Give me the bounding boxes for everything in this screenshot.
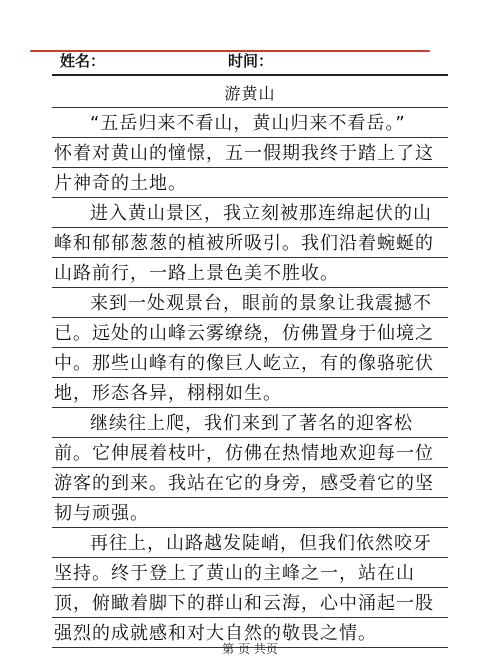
essay-line-text: 来到一处观景台，眼前的景象让我震撼不 xyxy=(90,293,432,314)
essay-line-text: 地，形态各异，栩栩如生。 xyxy=(54,383,282,404)
essay-line-text: 坚持。终于登上了黄山的主峰之一，站在山 xyxy=(54,563,415,584)
essay-line xyxy=(52,168,448,198)
essay-title: 游黄山 xyxy=(224,84,276,103)
essay-line xyxy=(52,258,448,288)
essay-line xyxy=(52,468,448,498)
essay-line-text: 再往上，山路越发陡峭，但我们依然咬牙 xyxy=(90,533,432,554)
essay-line-text: 中。那些山峰有的像巨人屹立，有的像骆驼伏 xyxy=(54,353,434,374)
essay-line xyxy=(52,558,448,588)
lined-paper xyxy=(52,78,448,648)
time-label: 时间： xyxy=(228,52,274,70)
essay-line xyxy=(52,378,448,408)
essay-line xyxy=(52,288,448,318)
essay-line xyxy=(52,138,448,168)
essay-line-text: 继续往上爬，我们来到了著名的迎客松 xyxy=(90,413,413,434)
essay-line-text: 韧与顽强。 xyxy=(54,503,149,524)
essay-line-text: 进入黄山景区，我立刻被那连绵起伏的山 xyxy=(90,203,432,224)
red-underline xyxy=(30,50,430,52)
page-footer: 第 页 共页 xyxy=(222,642,278,656)
header-rule xyxy=(52,74,448,76)
essay-line-text: 怀着对黄山的憧憬，五一假期我终于踏上了这 xyxy=(54,143,434,164)
essay-line xyxy=(52,198,448,228)
essay-line xyxy=(52,228,448,258)
essay-line xyxy=(52,438,448,468)
essay-line xyxy=(52,408,448,438)
essay-line-text: 前。它伸展着枝叶，仿佛在热情地欢迎每一位 xyxy=(54,443,434,464)
essay-line-text: “五岳归来不看山，黄山归来不看岳。” xyxy=(90,113,406,134)
essay-line-text: 片神奇的土地。 xyxy=(54,173,187,194)
essay-title-line xyxy=(52,78,448,108)
essay-line-text: 山路前行，一路上景色美不胜收。 xyxy=(54,263,339,284)
essay-line xyxy=(52,498,448,528)
essay-line xyxy=(52,318,448,348)
essay-line-text: 游客的到来。我站在它的身旁，感受着它的坚 xyxy=(54,473,434,494)
essay-line xyxy=(52,588,448,618)
essay-line-text: 峰和郁郁葱葱的植被所吸引。我们沿着蜿蜒的 xyxy=(54,233,434,254)
essay-body xyxy=(52,108,448,648)
essay-line xyxy=(52,108,448,138)
essay-line-text: 强烈的成就感和对大自然的敬畏之情。 xyxy=(54,623,377,644)
essay-line xyxy=(52,528,448,558)
essay-line xyxy=(52,348,448,378)
essay-line-text: 已。远处的山峰云雾缭绕，仿佛置身于仙境之 xyxy=(54,323,434,344)
essay-line-text: 顶，俯瞰着脚下的群山和云海，心中涌起一股 xyxy=(54,593,434,614)
name-label: 姓名： xyxy=(60,52,106,70)
